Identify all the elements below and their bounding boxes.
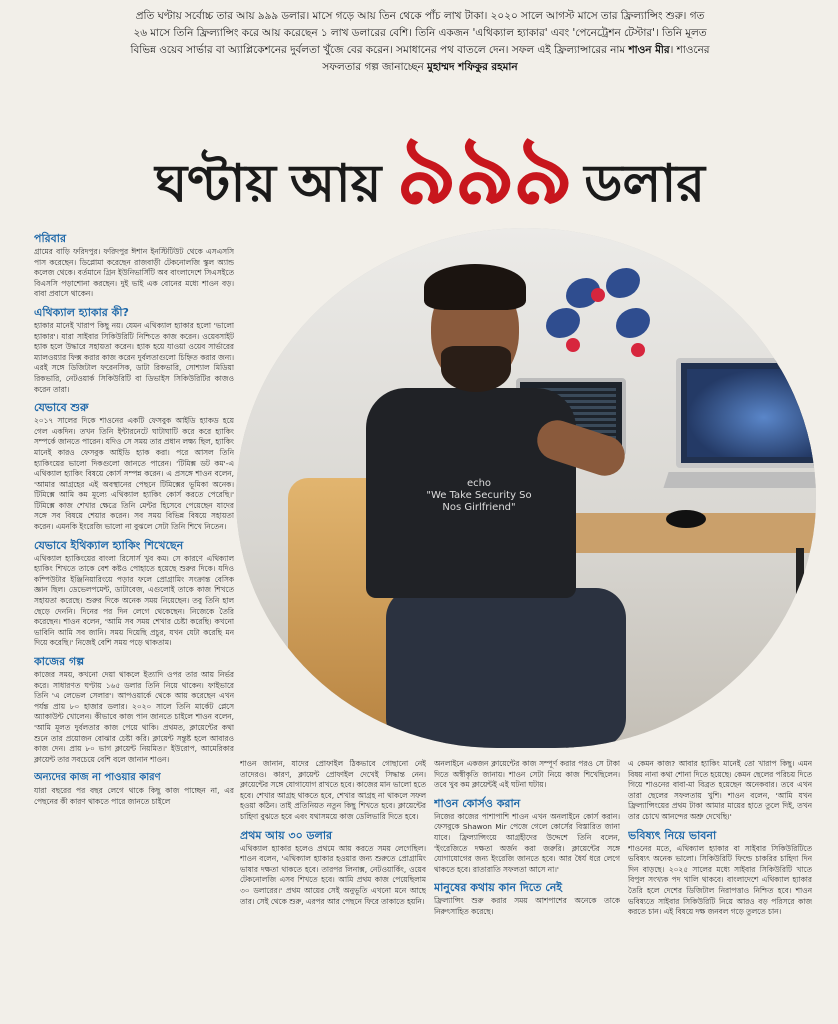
section-work-story — [34, 655, 234, 765]
section-title: প্রথম আয় ৩০ ডলার — [240, 828, 333, 842]
column-paragraph: শাওন জানান, যাদের প্রোফাইল ঠিকভাবে গোছানো নেই তাদেরও। কারণ, ক্লায়েন্ট প্রোফাইল দেখেই সিদ্ধান্ত নেন। ক্লায়েন্টের সঙ্গে যোগাযোগ রাখতে হবে। কাজের মান ভালো হতে হবে। শেখার আগ্রহ থাকতে হবে, শেখার আগ্রহ না থাকলে সফল হওয়া কঠিন। তাই প্রতিনিয়ত নতুন কিছু শিখতে হবে। ক্লায়েন্টের চাহিদা বুঝতে হবে এবং যথাসময়ে কাজ ডেলিভারি দিতে হবে। — [240, 759, 426, 821]
section-body: হ্যাকার মানেই খারাপ কিছু নয়। যেমন এথিক্যাল হ্যাকার হলো 'ভালো হ্যাকার'। যারা সাইবার সিকিউরিটি নিশ্চিতে কাজ করেন। ওয়েবসাইট হ্যাক হলে উদ্ধারে সহায়তা করেন। হ্যাক হয়ে যাওয়া ওয়েব সার্ভারের ম্যালওয়্যার ফিক্স করার কাজ করেন দুর্বলতাগুলো চিহ্নিত করার জন্য। এরই সঙ্গে ডিজিটাল ফরেনসিক, ডাটা রিকভারি, সোশ্যাল মিডিয়া রিকভারি, নেটওয়ার্ক সিকিউরিটি বা ডিভাইস সিকিউরিটির কাজও করেন তারা। — [34, 320, 234, 394]
bottom-column-c — [628, 758, 812, 1024]
section-title: অন্যদের কাজ না পাওয়ার কারণ — [34, 772, 161, 784]
section-how-started — [34, 401, 234, 533]
leaf-shape — [616, 308, 650, 338]
bottom-column-a — [240, 758, 426, 1024]
intro-subject-name: শাওন মীর — [628, 44, 670, 56]
desk-leg — [796, 548, 804, 748]
column-paragraph: ফ্রিল্যান্সিং শুরু করার সময় আশপাশের অনেকে তাকে নিরুৎসাহিত করেছে। — [434, 896, 620, 916]
section-body: গ্রামের বাড়ি ফরিদপুর। ফরিদপুর ঈশান ইনস্টিটিউট থেকে এসএসসি পাস করেছেন। ডিপ্লোমা করেছেন রাজবাড়ী টেকনোলজি স্কুল অ্যান্ড কলেজ থেকে। বর্তমানে গ্রিন ইউনিভার্সিটি অব বাংলাদেশে সিএসইতে বিএসসি পড়াশোনা করছেন। দুই ভাই এক বোনের মধ্যে শাওন বড়। বাবা প্রবাসে থাকেন। — [34, 247, 234, 299]
flower-shape — [591, 288, 605, 302]
section-why-no-work — [34, 771, 234, 807]
photo-person-beard — [441, 346, 511, 392]
left-column — [34, 226, 234, 1024]
intro-author: মুহাম্মদ শফিকুর রহমান — [427, 61, 518, 73]
intro-line-3: বিভিন্ন ওয়েব সার্ভার বা অ্যাপ্লিকেশনের দুর্বলতা খুঁজে বের করেন। সমাধানের পথ বাতলে দেন। সফল এই ফ্রিল্যান্সারের নাম — [130, 44, 626, 56]
column-paragraph: নিজের কাজের পাশাপাশি শাওন এখন অনলাইনে কোর্স করান। ফেসবুকে Shawon Mir পেজে গেলে কোর্সের বিস্তারিত জানা যাবে। ফ্রিল্যান্সিংয়ে আগ্রহীদের উদ্দেশে তিনি বলেন, 'ইংরেজিতে দক্ষতা অর্জন করা জরুরি। ক্লায়েন্টের সঙ্গে যোগাযোগের জন্য ইংরেজি জানতে হবে। আর ধৈর্য ধরে লেগে থাকতে হবে। রাতারাতি সফলতা আসে না।' — [434, 811, 620, 874]
column-paragraph: এ কেমন কাজ? আবার হ্যাকিং মানেই তো খারাপ কিছু। এমন বিষয় নানা কথা শোনা দিতে হয়েছে। কেমন ছেলের পরিচয় দিতে গিয়ে শাওনের বাবা-মা বিব্রত হয়েছেন অনেকবার। তবে এখন তারা ছেলের সফলতায় খুশি। শাওন বলেন, 'আমি যখন ফ্রিল্যান্সিংয়ের প্রথম টাকা আমার মায়ের হাতে তুলে দিই, তখন তার চোখে আনন্দের অশ্রু দেখেছি।' — [628, 759, 812, 821]
headline-number: ৯৯৯ — [395, 113, 571, 226]
section-title: যেভাবে শুরু — [34, 401, 89, 415]
section-title: মানুষের কথায় কান দিতে নেই — [434, 881, 563, 895]
column-paragraph: এথিক্যাল হ্যাকার হলেও প্রথমে আয় করতে সময় লেগেছিল। শাওন বলেন, 'এথিক্যাল হ্যাকার হওয়ার জন্য শুরুতে প্রোগ্রামিং ভাষার দক্ষতা থাকতে হবে। তারপর লিনাক্স, নেটওয়ার্কিং, ওয়েব টেকনোলজি এসব শিখতে হবে। আমি প্রথম কাজ পেয়েছিলাম ৩০ ডলারের।' প্রথম আয়ের সেই অনুভূতি এখনো মনে আছে তার। সেই থেকে শুরু, এরপর আর পেছনে ফিরে তাকাতে হয়নি। — [240, 843, 426, 906]
tshirt-line-1: echo — [466, 478, 492, 489]
leaf-shape — [546, 308, 580, 338]
intro-paragraph — [60, 8, 780, 76]
intro-line-1: প্রতি ঘণ্টায় সর্বোচ্চ তার আয় ৯৯৯ ডলার। মাসে গড়ে আয় তিন থেকে পাঁচ লাখ টাকা। ২০২০ সালে আগস্ট মাসে তার ফ্রিল্যান্সিং শুরু। গত — [135, 10, 705, 22]
flower-shape — [566, 338, 580, 352]
section-ethical-hacker — [34, 306, 234, 395]
headline — [150, 108, 710, 226]
headline-word-1: ঘণ্টায় — [155, 153, 277, 214]
photo-laptop-right — [676, 358, 816, 468]
section-title: এথিক্যাল হ্যাকার কী? — [34, 305, 129, 319]
headline-word-3: ডলার — [584, 153, 705, 214]
photo-plant — [536, 268, 666, 378]
section-body: এথিক্যাল হ্যাকিংয়ের বাংলা রিসোর্স খুব কম। সে কারণে এথিক্যাল হ্যাকিং শিখতে তাকে বেশ কষ্টও পোহাতে হয়েছে শুরুর দিকে। যদিও কম্পিউটার ইঞ্জিনিয়ারিংয়ে পড়ার ফলে প্রোগ্রামিং সংক্রান্ত বেসিক জ্ঞান ছিল। ডেভেলপমেন্ট, ডাটাবেজ, এগুলোই তাকে কাজ শিখতে সহায়তা করেছে। শুরুর দিকে অনেক সময় নিয়েছেন। তবু তিনি হাল ছেড়ে দেননি। দিনের পর দিন লেগে থেকেছেন। নিজেকে তৈরি করেছেন। শাওন বলেন, 'আমি সব সময় শেখার চেষ্টা করেছি। কখনো ভাবিনি আমি সব জানি। সময় দিয়েছি প্রচুর, যখন যেটা করেছি মন দিয়ে করেছি।' নিজেই বেশি সময় পড়ে থাকতাম। — [34, 553, 234, 648]
bottom-column-b — [434, 758, 620, 1024]
photo-mouse — [666, 510, 706, 528]
headline-word-2: আয় — [290, 153, 382, 214]
photo-person-jeans — [386, 588, 626, 748]
intro-line-4: সফলতার গল্প জানাচ্ছেন — [322, 61, 424, 73]
intro-line-2: ২৬ মাসে তিনি ফ্রিল্যান্সিং করে আয় করেছেন ১ লাখ ডলারের বেশি। তিনি একজন 'এথিক্যাল হ্যাকার' এবং 'পেনেট্রেশন টেস্টার'। তিনি মূলত — [133, 27, 707, 39]
section-title: পরিবার — [34, 232, 67, 245]
leaf-shape — [606, 268, 640, 298]
section-body: কাজের সময়, কখনো দেয়া থাকলে ইত্যাদি ওপর তার আয় নির্ভর করে। সাধারণত ঘণ্টায় ১৬৫ ডলার তিনি নিয়ে থাকেন। ফাইভারে তিনি 'এ লেভেল সেলার'। আপওয়ার্কে থেকে আয় করেছেন এখন পর্যন্ত প্রায় ৮০ হাজার ডলার। ২০২০ সালে তিনি মার্কেট প্লেসে অ্যাকাউন্ট খোলেন। কীভাবে কাজ পান জানতে চাইলে শাওন বলেন, 'আমি মূলত দুর্বলতার কাজ পেয়ে থাকি। প্রথমত, ক্লায়েন্টের কথা শুনে তার প্রয়োজন বোঝার চেষ্টা করি। ক্লায়েন্ট সন্তুষ্ট হলে আবারও কাজ দেন। প্রায় ৮০ ভাগ ক্লায়েন্ট নিয়মিত।' ইউরোপ, আমেরিকার ক্লায়েন্ট তার সবচেয়ে বেশি বলে জানান শাওন। — [34, 670, 234, 764]
section-family — [34, 232, 234, 300]
tshirt-line-2: "We Take Security So — [426, 490, 532, 501]
column-paragraph: অনলাইনে একজন ক্লায়েন্টের কাজ সম্পূর্ণ করার পরও সে টাকা দিতে অস্বীকৃতি জানায়। শাওন সেটা নিয়ে কাজ শিখেছিলেন। তবে খুব কম ক্লায়েন্টই এই ঘটনা ঘটায়। — [434, 759, 620, 790]
feature-photo — [236, 228, 816, 748]
section-title: যেভাবে ইথিক্যাল হ্যাকিং শিখেছেন — [34, 538, 184, 552]
section-title: কাজের গল্প — [34, 655, 85, 668]
column-paragraph: শাওনের মতে, এথিক্যাল হ্যাকার বা সাইবার সিকিউরিটিতে ভবিষ্যৎ অনেক ভালো। সিকিউরিটি ফিল্ডে চাকরির চাহিদা দিন দিন বাড়ছে। ২০২৫ সালের মধ্যে সাইবার সিকিউরিটি খাতে বিপুল সংখ্যক পদ খালি থাকবে। বাংলাদেশে এথিক্যাল হ্যাকার তৈরি হলে দেশের ডিজিটাল নিরাপত্তাও নিশ্চিত হবে। শাওন ভবিষ্যতে সাইবার সিকিউরিটি নিয়ে আরও বড় পরিসরে কাজ করতে চান। এই বিষয়ে দক্ষ জনবল গড়ে তুলতে চান। — [628, 843, 812, 917]
section-title: ভবিষ্যৎ নিয়ে ভাবনা — [628, 828, 717, 842]
tshirt-line-3: Nos Girlfriend" — [442, 502, 516, 513]
section-body: ২০১৭ সালের দিকে শাওনের একটি ফেসবুক আইডি হ্যাকড হয়ে গেল একদিন। তখন তিনি ইন্টারনেটে ঘাটাঘাটি করে করে হ্যাকিং সম্পর্কে জানতে পারেন। যদিও সে সময় তার প্রধান লক্ষ্য ছিল, হ্যাকিং মানেই কারও ফেসবুক আইডি হ্যাক করা। পরে আসল তিনি হ্যাকিংয়ের ভালো দিকগুলো জানতে পারেন। 'টিমিক্স ডট কম'-এ এথিক্যাল হ্যাকিং বিষয়ে কোর্স সম্পন্ন করেন। এ প্রসঙ্গে শাওন বলেন, 'আমার আগ্রহের এই অবস্থানের পেছনে টিমিক্সের ভূমিকা অনেক। টিমিক্সে আমি কম মূল্যে এথিক্যাল হ্যাকিং কোর্স করতে পেরেছি।' টিমিক্সে কাজ শেখার ক্ষেত্রে তিনি মেন্টর হিসেবে পেয়েছেন যাদের সঙ্গে সব বিষয়ে শেয়ার করেন। সব সময় বিভিন্ন বিষয়ে সহায়তা করেন। এমনকি ইংরেজি ভালো না বুঝলে সেটা তিনি শিখে নিতেন। — [34, 416, 234, 532]
laptop-keyboard — [663, 472, 816, 488]
flower-shape — [631, 343, 645, 357]
section-body: যারা বছরের পর বছর লেগে থাকে কিছু কাজ পাচ্ছেন না, এর পেছনের কী কারণ থাকতে পারে জানতে চাইলে — [34, 786, 234, 806]
photo-person-hair — [424, 264, 526, 310]
intro-line-3b: । শাওনের — [669, 44, 710, 56]
tshirt-print — [414, 478, 544, 514]
section-how-learned — [34, 539, 234, 649]
laptop-screen — [687, 369, 815, 457]
section-title: শাওন কোর্সও করান — [434, 796, 521, 810]
